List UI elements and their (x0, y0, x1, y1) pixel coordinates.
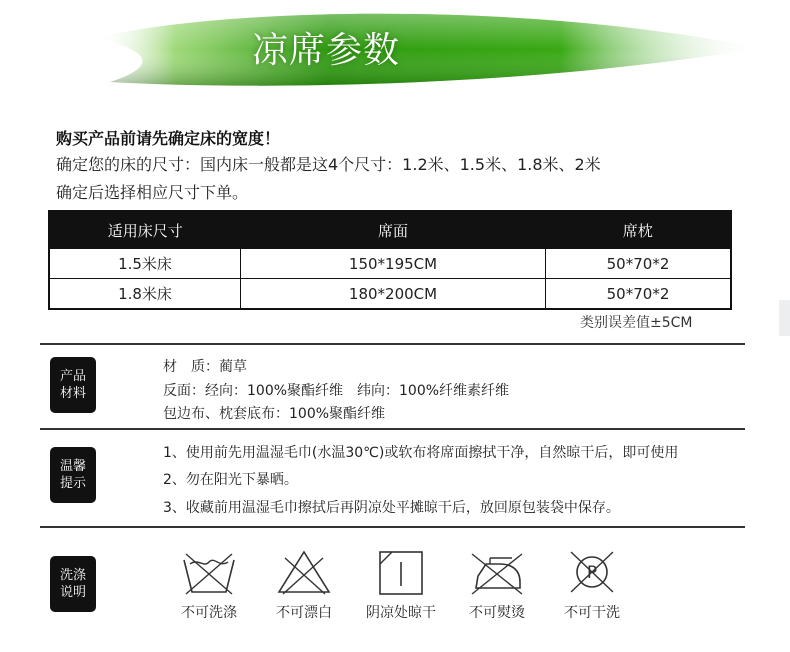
care-item (457, 548, 537, 622)
intro-bed-sizes: 确定您的床的尺寸：国内床一般都是这4个尺寸：1.2米、1.5米、1.8米、2米 (56, 155, 601, 174)
edge-tab (779, 300, 790, 336)
table-cell: 1.5米床 (49, 249, 241, 279)
no-bleach-icon (275, 548, 333, 596)
table-header-row (49, 211, 731, 249)
care-label: 不可干洗 (564, 605, 620, 621)
badge-text: 洗涤 (59, 568, 86, 583)
tolerance-note: 类别误差值±5CM (580, 315, 693, 331)
badge-text: 温馨 (59, 459, 86, 474)
intro-order-note: 确定后选择相应尺寸下单。 (56, 183, 249, 202)
section-divider (40, 343, 745, 345)
banner-title: 凉席参数 (252, 30, 401, 71)
table-cell: 150*195CM (241, 249, 546, 279)
badge-text: 产品 (59, 369, 86, 384)
material-badge (50, 357, 96, 413)
care-item (552, 548, 632, 622)
svg-text:P: P (586, 563, 598, 583)
badge-text: 材料 (59, 386, 86, 401)
size-table (48, 210, 732, 310)
badge-text: 提示 (59, 476, 86, 491)
care-label: 阴凉处晾干 (366, 605, 436, 621)
intro-text (56, 126, 756, 208)
section-divider (40, 428, 745, 430)
table-cell: 50*70*2 (546, 279, 732, 310)
care-item (264, 548, 344, 622)
wash-badge (50, 556, 96, 612)
care-item (169, 548, 249, 622)
care-item (361, 548, 441, 622)
table-header: 适用床尺寸 (49, 211, 241, 249)
table-cell: 180*200CM (241, 279, 546, 310)
intro-warning: 购买产品前请先确定床的宽度！ (56, 129, 281, 148)
material-line: 反面：经向：100%聚酯纤维 纬向：100%纤维素纤维 (163, 383, 510, 399)
table-row (49, 279, 731, 310)
tip-line: 2、勿在阳光下暴晒。 (163, 472, 298, 488)
no-dry-clean-icon (563, 548, 621, 596)
badge-text: 说明 (59, 585, 86, 600)
table-cell: 50*70*2 (546, 249, 732, 279)
tip-line: 1、使用前先用温湿毛巾(水温30℃)或软布将席面擦拭干净，自然晾干后，即可使用 (163, 445, 679, 461)
shade-dry-icon (372, 548, 430, 596)
table-header: 席面 (241, 211, 546, 249)
tips-badge (50, 447, 96, 503)
table-header: 席枕 (546, 211, 732, 249)
material-line: 包边布、枕套底布：100%聚酯纤维 (163, 406, 386, 422)
material-line: 材 质：蔺草 (163, 359, 247, 375)
no-wash-icon (180, 548, 238, 596)
no-iron-icon (468, 548, 526, 596)
section-divider (40, 526, 745, 528)
care-label: 不可洗涤 (181, 605, 237, 621)
table-row (49, 249, 731, 279)
care-label: 不可漂白 (276, 605, 332, 621)
care-label: 不可熨烫 (469, 605, 525, 621)
table-cell: 1.8米床 (49, 279, 241, 310)
tip-line: 3、收藏前用温湿毛巾擦拭后再阴凉处平摊晾干后，放回原包装袋中保存。 (163, 500, 620, 516)
title-banner (0, 0, 790, 100)
